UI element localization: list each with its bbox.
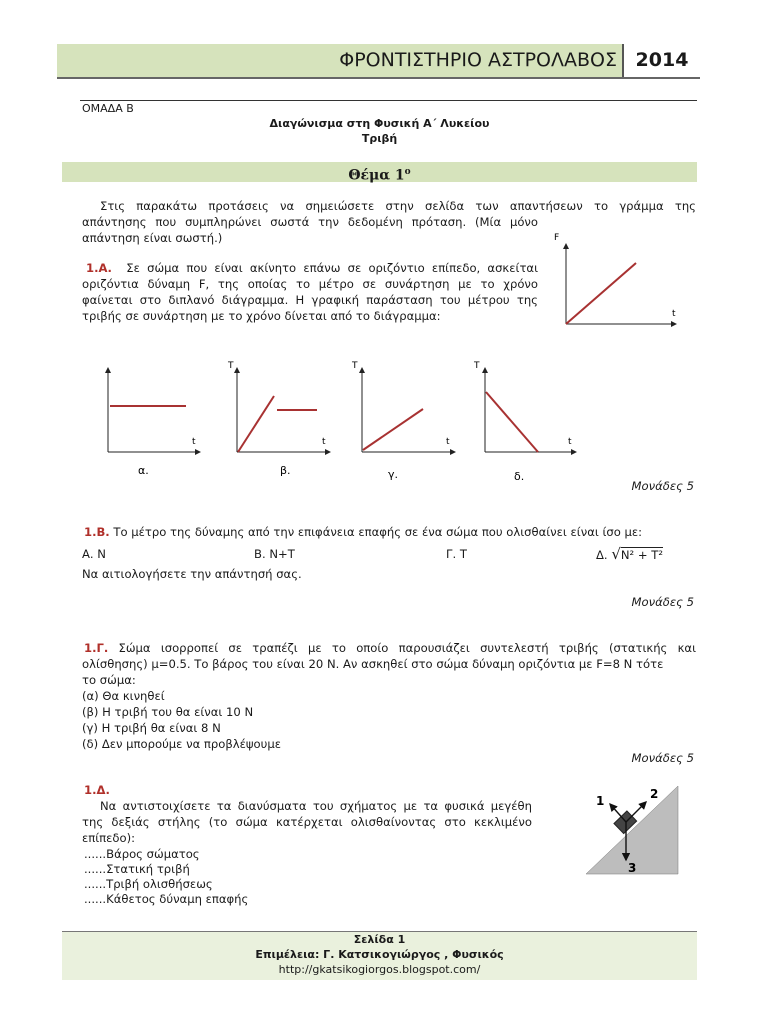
friction-option-graphs xyxy=(90,356,702,488)
q1b-monades: Μονάδες 5 xyxy=(631,595,694,609)
graph-option-b xyxy=(227,361,330,477)
graph-a-label: α. xyxy=(138,464,149,477)
graph-d-line xyxy=(486,392,538,452)
force-time-graph xyxy=(548,226,693,336)
q1a-monades: Μονάδες 5 xyxy=(631,479,694,493)
q1b-label: 1.Β. xyxy=(84,525,110,539)
q1c-choice-d: (δ) Δεν μπορούμε να προβλέψουμε xyxy=(82,737,281,751)
q1a-line-3: φαίνεται στο διπλανό διάγραμμα. Η γραφική παράσταση του μέτρου της xyxy=(82,293,538,307)
q1d-item-3: ......Τριβή ολισθήσεως xyxy=(84,877,213,891)
q1c-choice-a: (α) Θα κινηθεί xyxy=(82,689,165,703)
graph-b-T-label: T xyxy=(228,361,234,371)
f-axis-label: F xyxy=(554,233,560,243)
q1d-line-3: επίπεδο): xyxy=(82,831,136,845)
intro-line-2: απάντησης που συμπληρώνει σωστά την δεδομένη πρόταση. (Μία μόνο xyxy=(82,215,538,229)
graph-option-a xyxy=(108,368,200,477)
footer-page: Σελίδα 1 xyxy=(353,933,406,946)
header-year: 2014 xyxy=(635,49,689,71)
vector-1-label: 1 xyxy=(596,794,605,808)
intro-line-1: Στις παρακάτω προτάσεις να σημειώσετε στην σελίδα των απαντήσεων το γράμμα της xyxy=(100,199,696,213)
q1a-line-4: τριβής σε συνάρτηση με το χρόνο δίνεται από το διάγραμμα: xyxy=(82,309,441,323)
graph-c-t-label: t xyxy=(446,437,450,447)
q1c-line-2: ολίσθησης) μ=0.5. Το βάρος του είναι 20 N. Αν ασκηθεί στο σώμα δύναμη οριζόντια με F=8 N τότε xyxy=(82,657,664,671)
topic-sup: ο xyxy=(404,167,411,177)
q1a-label: 1.Α. xyxy=(86,261,112,275)
q1a-line-2: οριζόντια δύναμη F, της οποίας το μέτρο σε συνάρτηση με το χρόνο xyxy=(82,277,538,291)
graph-b-rising xyxy=(238,396,274,452)
graph-option-d xyxy=(473,361,576,483)
q1b-opt-d xyxy=(596,546,663,563)
vector-3-label: 3 xyxy=(628,861,637,875)
f-t-label: t xyxy=(672,309,676,319)
vector-2-arrow xyxy=(626,802,646,822)
f-line xyxy=(566,263,636,324)
topic-text: Θέμα 1 xyxy=(348,167,405,184)
exam-subtitle: Τριβή xyxy=(361,132,398,145)
q1d-line-2: της δεξιάς στήλης (το σώμα κατέρχεται ολισθαίνοντας στο κεκλιμένο xyxy=(82,815,532,829)
header-underline xyxy=(57,77,700,79)
graph-b-t-label: t xyxy=(322,437,326,447)
graph-option-c xyxy=(351,361,455,481)
q1b-line xyxy=(82,524,702,540)
q1c-monades: Μονάδες 5 xyxy=(631,751,694,765)
graph-c-line xyxy=(363,409,423,450)
footer-url[interactable]: http://gkatsikogiorgos.blogspot.com/ xyxy=(278,963,481,976)
inclined-plane-figure xyxy=(582,776,708,880)
q1b-opt-d-expr: N² + T² xyxy=(620,548,664,562)
graph-c-label: γ. xyxy=(388,468,399,481)
q1c-choice-b: (β) Η τριβή του θα είναι 10 N xyxy=(82,705,254,719)
graph-a-t-label: t xyxy=(192,437,196,447)
q1c-line-1 xyxy=(82,640,696,656)
q1d-label: 1.Δ. xyxy=(84,783,110,797)
top-rule xyxy=(80,100,697,101)
q1b-opt-a: Α. N xyxy=(82,547,106,561)
q1d-item-1: ......Βάρος σώματος xyxy=(84,847,200,861)
group-label: ΟΜΑΔΑ Β xyxy=(82,102,134,115)
q1c-choice-c: (γ) Η τριβή θα είναι 8 N xyxy=(82,721,221,735)
q1b-opt-c: Γ. T xyxy=(446,547,467,561)
q1b-text: Το μέτρο της δύναμης από την επιφάνεια επαφής σε ένα σώμα που ολισθαίνει είναι ίσο με: xyxy=(113,525,643,539)
q1c-label: 1.Γ. xyxy=(84,641,109,655)
graph-b-label: β. xyxy=(280,464,291,477)
graph-c-T-label: T xyxy=(352,361,358,371)
q1b-opt-b: Β. N+T xyxy=(254,547,295,561)
intro-line-3: απάντηση είναι σωστή.) xyxy=(82,231,223,245)
q1b-opt-d-prefix: Δ. xyxy=(596,548,608,562)
exam-title: Διαγώνισμα στη Φυσική Α΄ Λυκείου xyxy=(269,117,490,130)
footer-editor: Επιμέλεια: Γ. Κατσικογιώργος , Φυσικός xyxy=(255,948,504,961)
q1a-line-1-text: Σε σώμα που είναι ακίνητο επάνω σε οριζόντιο επίπεδο, ασκείται xyxy=(126,261,538,275)
q1d-line-1: Να αντιστοιχίσετε τα διανύσματα του σχήματος με τα φυσικά μεγέθη xyxy=(100,799,532,813)
vector-2-label: 2 xyxy=(650,787,659,801)
q1c-line-1-text: Σώμα ισορροπεί σε τραπέζι με το οποίο παρουσιάζει συντελεστή τριβής (στατικής και xyxy=(118,641,696,655)
q1a-line-1 xyxy=(82,260,538,276)
school-title: ΦΡΟΝΤΙΣΤΗΡΙΟ ΑΣΤΡΟΛΑΒΟΣ xyxy=(339,49,617,71)
q1d-item-2: ......Στατική τριβή xyxy=(84,862,190,876)
q1d-item-4: ......Κάθετος δύναμη επαφής xyxy=(84,892,249,906)
topic-heading xyxy=(62,162,697,182)
q1c-line-3: το σώμα: xyxy=(82,673,136,687)
graph-d-t-label: t xyxy=(568,437,572,447)
graph-d-T-label: T xyxy=(474,361,480,371)
q1b-justify: Να αιτιολογήσετε την απάντησή σας. xyxy=(82,567,302,581)
sqrt-icon: √ xyxy=(611,545,621,563)
graph-d-label: δ. xyxy=(514,470,525,483)
